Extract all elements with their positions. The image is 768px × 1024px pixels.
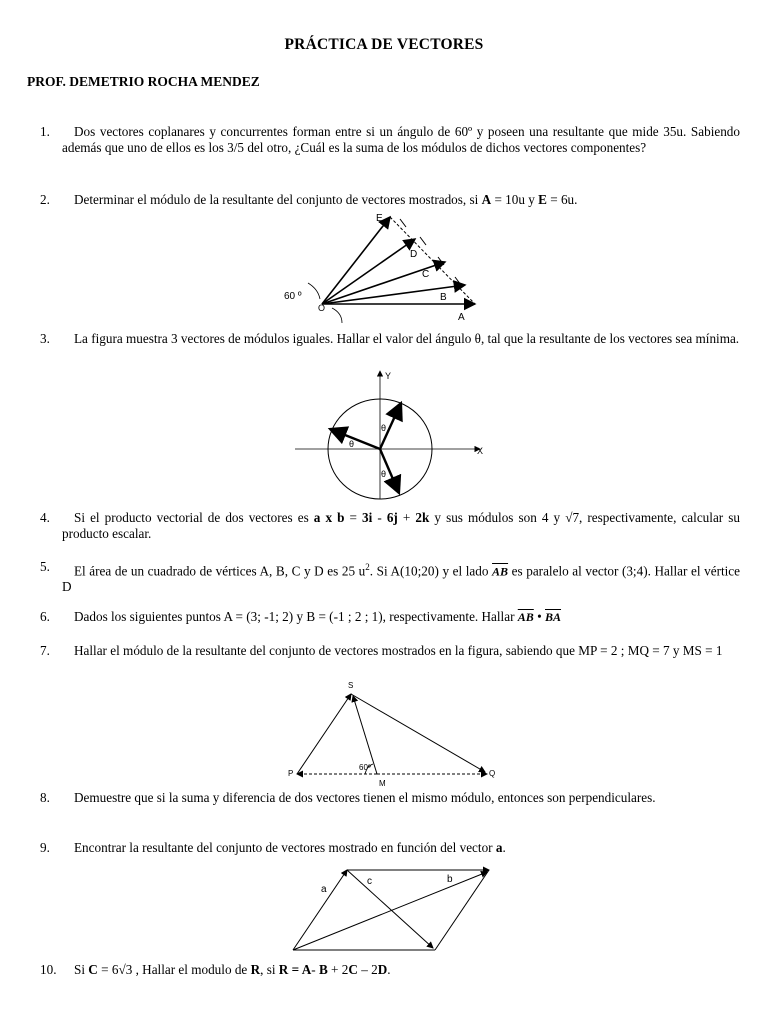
question-text: Si el producto vectorial de dos vectores es a x b = 3i - 6j + 2k y sus módulos son 4 y √7, respectivamente, calcular su producto escalar. (62, 510, 740, 541)
question-text: Demuestre que si la suma y diferencia de dos vectores tienen el mismo módulo, entonces son perpendiculares. (74, 790, 656, 805)
theta-label: θ (381, 423, 387, 433)
question-number: 2. (40, 192, 50, 207)
question-number: 1. (40, 124, 50, 139)
vector-label: b (447, 874, 453, 885)
question-text: Hallar el módulo de la resultante del conjunto de vectores mostrados en la figura, sabiendo que MP = 2 ; MQ = 7 y MS = 1 (74, 643, 723, 658)
question-number: 9. (40, 840, 50, 855)
point-label: Q (489, 769, 496, 778)
question-number: 4. (40, 510, 50, 525)
y-axis-label: Y (385, 371, 392, 381)
point-label: P (288, 769, 294, 778)
question-number: 5. (40, 559, 50, 574)
question-text: Determinar el módulo de la resultante del conjunto de vectores mostrados, si A = 10u y E = 6u. (74, 192, 578, 207)
question-number: 6. (40, 609, 50, 624)
question-text: Dados los siguientes puntos A = (3; -1; 2) y B = (-1 ; 2 ; 1), respectivamente. Hallar $\overline{AB}$ • $\overline{BA}$ (74, 609, 562, 624)
point-label: M (379, 779, 386, 788)
vector-label: B (440, 292, 447, 303)
question-number: 7. (40, 643, 50, 658)
angle-label: 60 º (284, 291, 302, 302)
page-title: PRÁCTICA DE VECTORES (284, 36, 484, 53)
question-text: El área de un cuadrado de vértices A, B, C y D es 25 $u^2$. Si A(10;20) y el lado $\overline{AB}$ es paralelo al vector (3;4). Hallar el vértice D (62, 562, 740, 595)
parallelogram-figure (285, 862, 500, 957)
vector-label: D (410, 249, 418, 260)
question-text: La figura muestra 3 vectores de módulos iguales. Hallar el valor del ángulo θ, tal que la resultante de los vectores sea mínima. (74, 331, 740, 346)
vector-label: A (458, 312, 465, 323)
circle-vectors-figure (295, 367, 495, 502)
vector-label: c (367, 876, 372, 887)
vector-label: a (321, 884, 327, 895)
question-text: Si C = 6√3 , Hallar el modulo de R, si R = A- B + 2C – 2D. (74, 962, 391, 977)
question-number: 10. (40, 962, 57, 977)
triangle-vectors-figure (285, 678, 500, 793)
point-label: S (348, 681, 354, 690)
question-text: Dos vectores coplanares y concurrentes forman entre si un ángulo de 60º y poseen una resultante que mide 35u. Sabiendo además que uno de ellos es los 3/5 del otro, ¿Cuál es la suma de los módulos de dichos vectores componentes? (62, 124, 740, 155)
vector-label: C (422, 269, 430, 280)
vector-label: E (376, 213, 383, 224)
vector-fan-figure (270, 205, 490, 325)
theta-label: θ (381, 469, 387, 479)
x-axis-label: X (477, 446, 484, 456)
angle-label: 60º (359, 763, 371, 772)
question-text: Encontrar la resultante del conjunto de vectores mostrado en función del vector a. (74, 840, 506, 855)
theta-label: θ (349, 439, 355, 449)
origin-label: O (318, 303, 326, 313)
question-number: 8. (40, 790, 50, 805)
question-number: 3. (40, 331, 50, 346)
author: PROF. DEMETRIO ROCHA MENDEZ (27, 74, 260, 89)
